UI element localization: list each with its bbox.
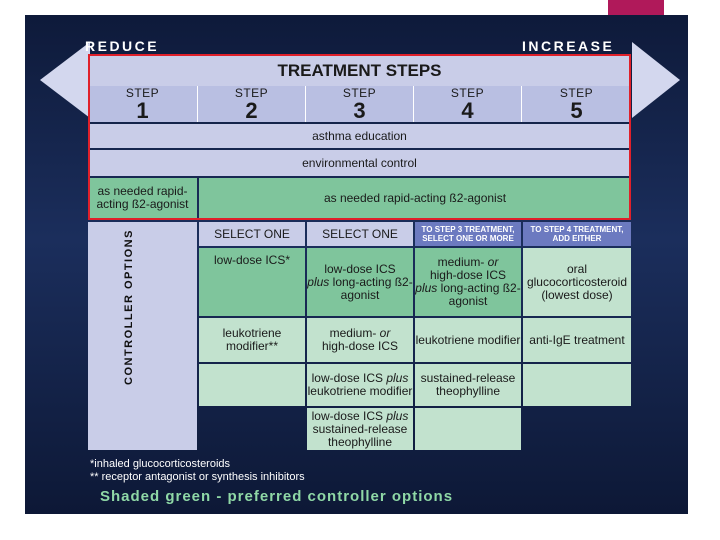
step-5: STEP 5 (522, 86, 631, 122)
footnote-ics: *inhaled glucocorticosteroids (90, 458, 231, 470)
increase-label: INCREASE (522, 38, 615, 54)
cell-r2-step3: medium- or high-dose ICS (307, 318, 413, 362)
cell-r3-step5 (523, 364, 631, 406)
controller-options-label: CONTROLLER OPTIONS (123, 229, 135, 385)
reliever-steps2-5: as needed rapid-acting ß2-agonist (199, 178, 631, 218)
header-step2: SELECT ONE (199, 222, 305, 246)
cell-r3-step4: sustained-release theophylline (415, 364, 521, 406)
step-1: STEP 1 (88, 86, 198, 122)
controller-label-cell (88, 222, 197, 450)
cell-r2-step5: anti-IgE treatment (523, 318, 631, 362)
reduce-label: REDUCE (85, 38, 160, 54)
cell-r4-step3: low-dose ICS plus sustained-release theophylline (307, 408, 413, 450)
header-step5: TO STEP 4 TREATMENT, ADD EITHER (523, 222, 631, 246)
step-4: STEP 4 (414, 86, 522, 122)
row-environment: environmental control (88, 150, 631, 176)
treatment-table (88, 54, 631, 450)
step-2: STEP 2 (198, 86, 306, 122)
table-title: TREATMENT STEPS (88, 54, 631, 86)
cell-r4-step4 (415, 408, 521, 450)
cell-r1-step2: low-dose ICS* (199, 248, 305, 316)
header-step4: TO STEP 3 TREATMENT, SELECT ONE OR MORE (415, 222, 521, 246)
cell-r1-step3: low-dose ICS plus long-acting ß2-agonist (307, 248, 413, 316)
cell-r2-step2: leukotriene modifier** (199, 318, 305, 362)
step-3: STEP 3 (306, 86, 414, 122)
cell-r1-step5: oral glucocorticosteroid (lowest dose) (523, 248, 631, 316)
cell-r3-step3: low-dose ICS plus leukotriene modifier (307, 364, 413, 406)
shaded-green-note: Shaded green - preferred controller options (100, 488, 454, 505)
reliever-step1: as needed rapid-acting ß2-agonist (88, 178, 197, 218)
footnote-leukotriene: ** receptor antagonist or synthesis inhibitors (90, 471, 305, 483)
row-education: asthma education (88, 124, 631, 148)
cell-r2-step4: leukotriene modifier (415, 318, 521, 362)
cell-r1-step4: medium- or high-dose ICS plus long-acting ß2-agonist (415, 248, 521, 316)
increase-arrow-icon (630, 40, 690, 120)
header-step3: SELECT ONE (307, 222, 413, 246)
cell-r3-step2 (199, 364, 305, 406)
accent-tab (608, 0, 664, 15)
